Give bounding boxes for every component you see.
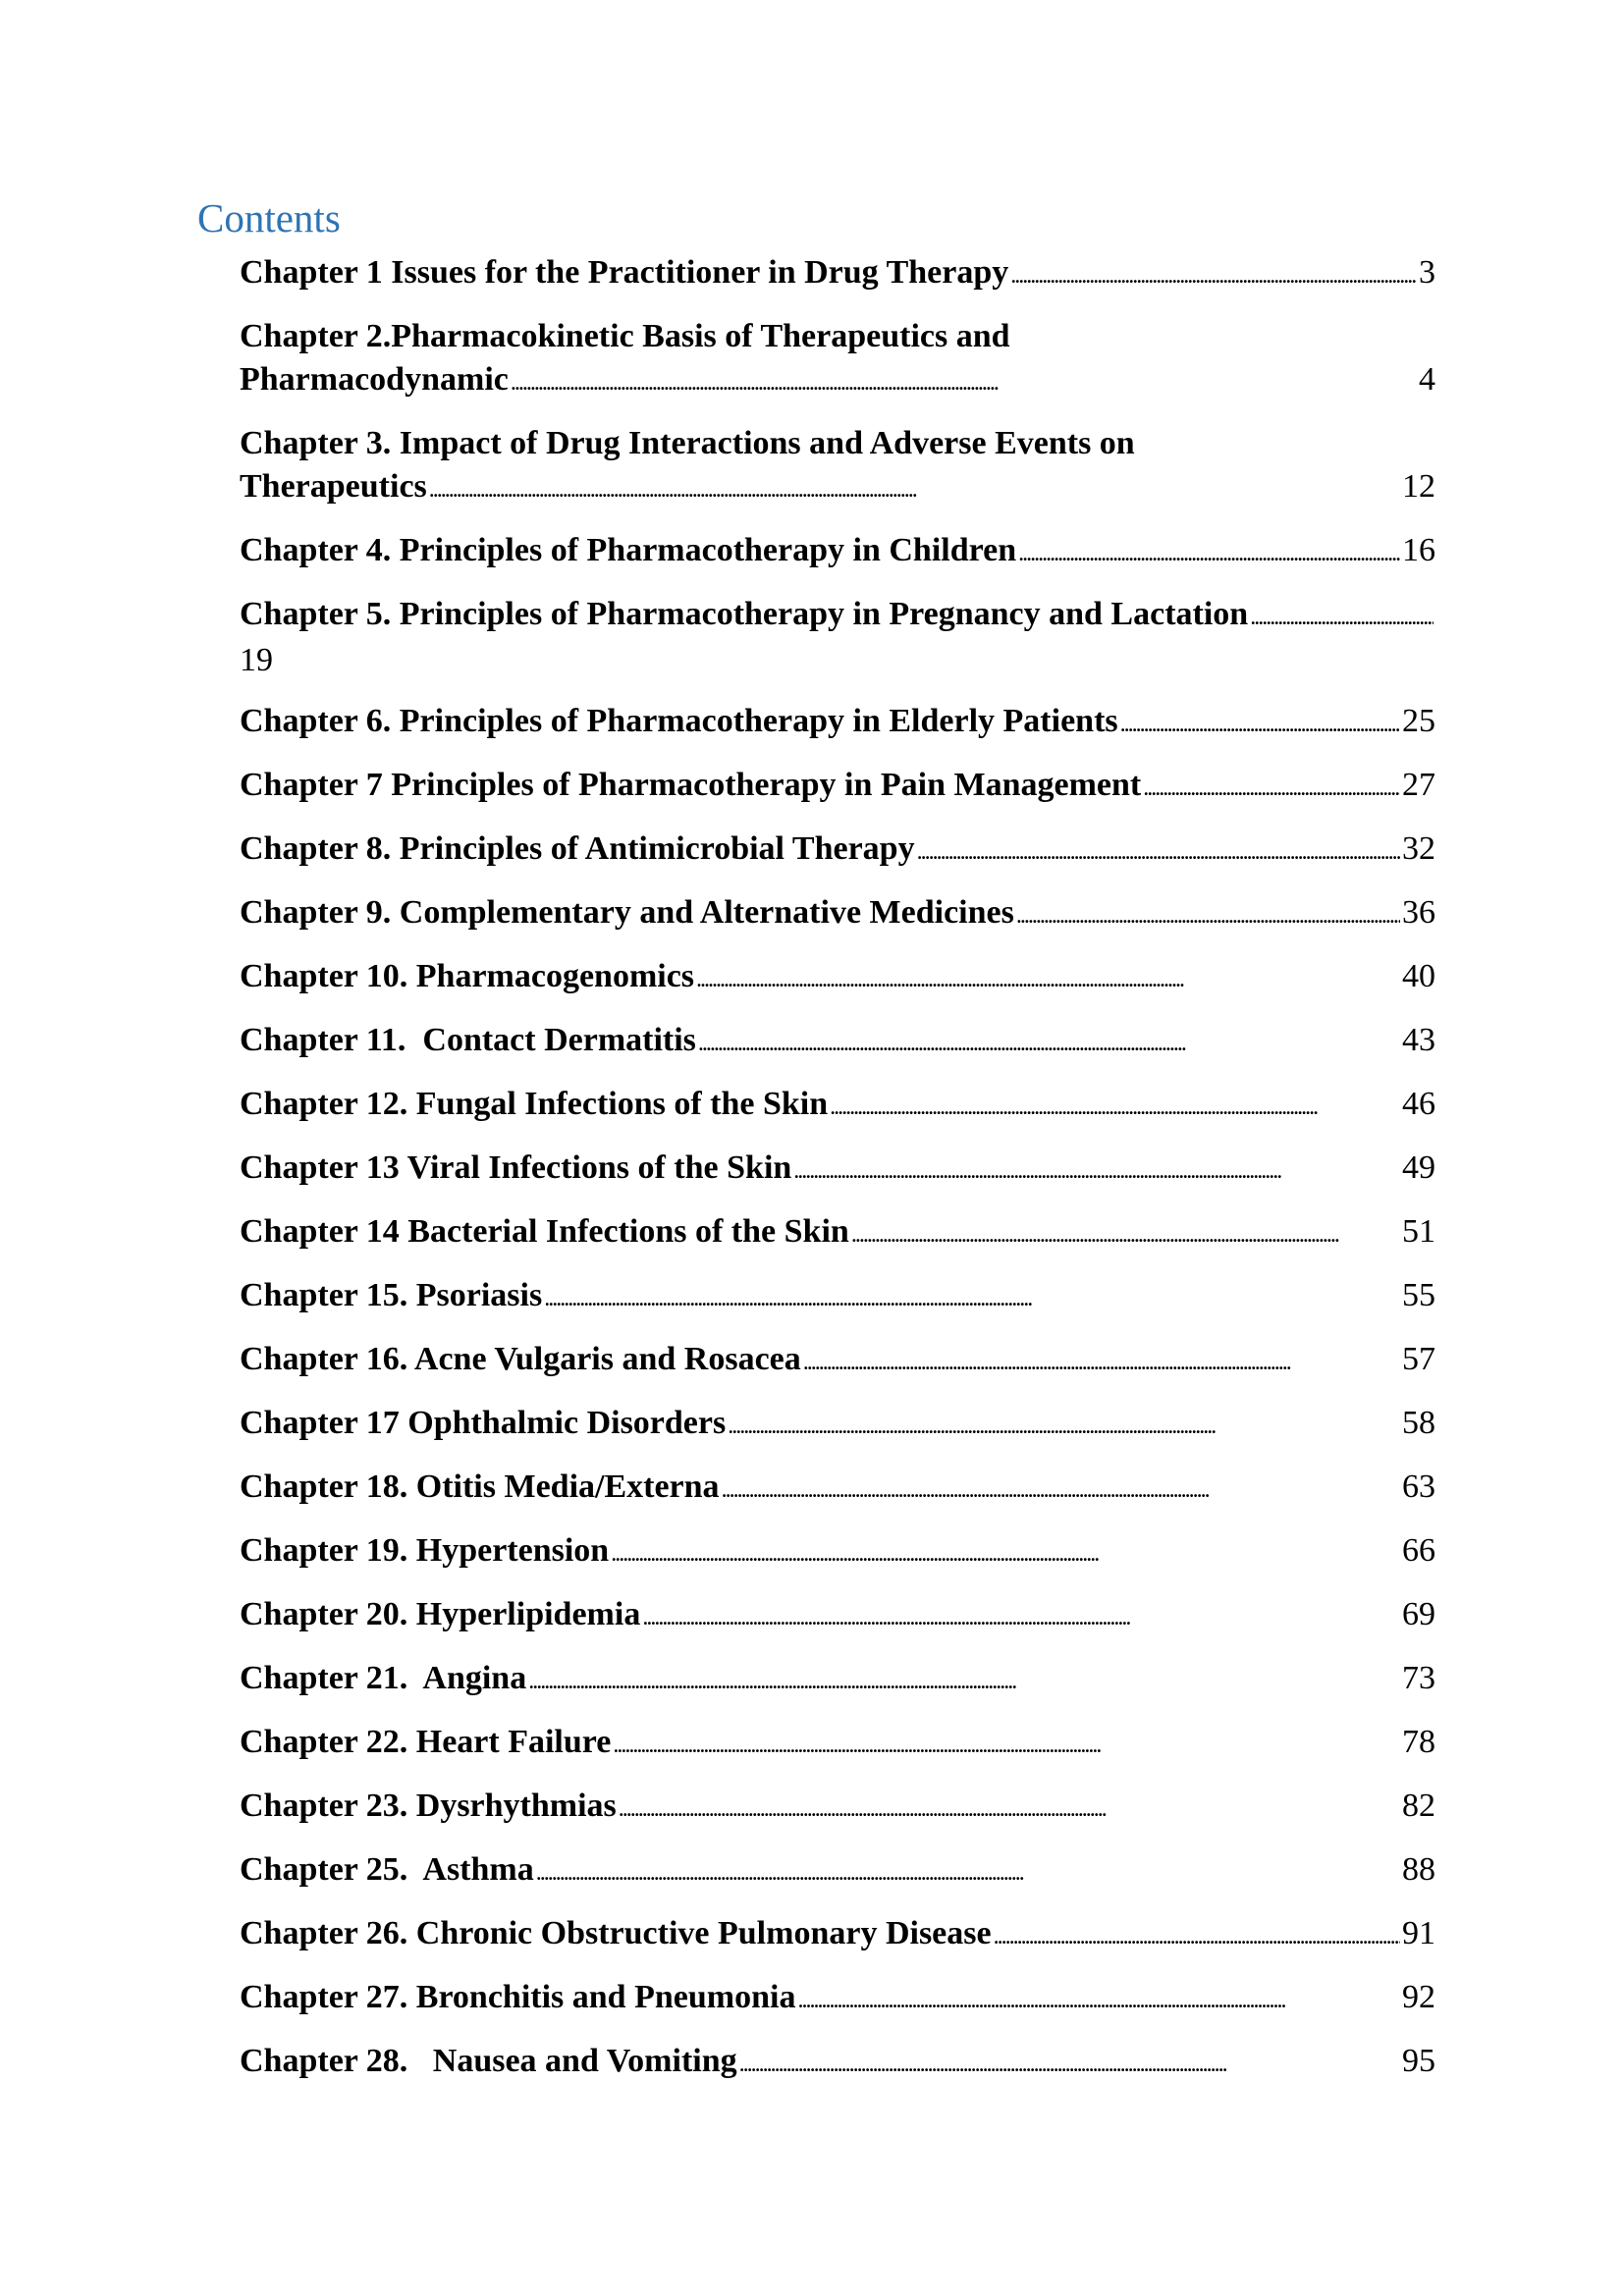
entry-title: Chapter 10. Pharmacogenomics [240, 958, 695, 994]
entry-title: Chapter 7 Principles of Pharmacotherapy in Pain Management [240, 767, 1142, 803]
entry-page: 66 [1402, 1532, 1435, 1569]
entry-page: 73 [1402, 1660, 1435, 1696]
entry-page: 58 [1402, 1405, 1435, 1441]
entry-title: Chapter 17 Ophthalmic Disorders [240, 1405, 727, 1441]
dot-leader [511, 358, 1417, 404]
entry-page: 43 [1402, 1022, 1435, 1058]
dot-leader [994, 1912, 1400, 1958]
entry-title: Chapter 20. Hyperlipidemia [240, 1596, 641, 1632]
entry-title: Chapter 5. Principles of Pharmacotherapy in Pregnancy and Lactation [240, 596, 1249, 632]
entry-title: Pharmacodynamic [240, 361, 509, 398]
entry-page: 12 [1402, 468, 1435, 505]
entry-page: 25 [1402, 703, 1435, 739]
dot-leader [917, 828, 1400, 874]
entry-page: 27 [1402, 767, 1435, 803]
entry-title: Chapter 25. Asthma [240, 1851, 534, 1888]
toc-entry-25[interactable] [240, 1912, 1435, 1958]
toc-entry-14[interactable] [240, 1210, 1435, 1256]
dot-leader [739, 2040, 1400, 2086]
toc-entry-12[interactable] [240, 1083, 1435, 1129]
dot-leader [619, 1785, 1400, 1831]
dot-leader [851, 1210, 1400, 1256]
entry-title: Chapter 4. Principles of Pharmacotherapy in Children [240, 532, 1017, 568]
dot-leader [429, 465, 1400, 511]
toc-entry-26[interactable] [240, 1976, 1435, 2022]
entry-title: Chapter 23. Dysrhythmias [240, 1788, 617, 1824]
entry-title: Chapter 9. Complementary and Alternative Medicines [240, 894, 1014, 931]
entry-page: 95 [1402, 2043, 1435, 2079]
entry-page: 4 [1419, 361, 1435, 398]
toc-entry-9[interactable] [240, 891, 1435, 937]
entry-page: 92 [1402, 1979, 1435, 2015]
entry-title: Chapter 12. Fungal Infections of the Skin [240, 1086, 829, 1122]
toc-entry-24[interactable] [240, 1848, 1435, 1895]
dot-leader [803, 1338, 1400, 1384]
toc-entry-7[interactable] [240, 764, 1435, 810]
entry-title: Chapter 13 Viral Infections of the Skin [240, 1149, 792, 1186]
entry-page: 55 [1402, 1277, 1435, 1313]
toc-entry-18[interactable] [240, 1466, 1435, 1512]
entry-title: Chapter 16. Acne Vulgaris and Rosacea [240, 1341, 801, 1377]
toc-entry-20[interactable] [240, 1593, 1435, 1639]
dot-leader [1250, 593, 1434, 639]
toc-entry-21[interactable] [240, 1657, 1435, 1703]
toc-entry-13[interactable] [240, 1147, 1435, 1193]
entry-title: Chapter 14 Bacterial Infections of the Skin [240, 1213, 849, 1250]
entry-page: 82 [1402, 1788, 1435, 1824]
toc-entry-27[interactable] [240, 2040, 1435, 2086]
entry-page: 19 [240, 642, 273, 678]
entry-title: Chapter 1 Issues for the Practitioner in Drug Therapy [240, 254, 1009, 291]
dot-leader [528, 1657, 1400, 1703]
toc-entry-2[interactable] [240, 315, 1435, 404]
entry-title: Chapter 18. Otitis Media/Externa [240, 1468, 720, 1505]
entry-title: Chapter 26. Chronic Obstructive Pulmonary Disease [240, 1915, 992, 1951]
toc-entry-8[interactable] [240, 828, 1435, 874]
entry-title-line1: Chapter 2.Pharmacokinetic Basis of Therapeutics and [240, 318, 1010, 354]
dot-leader [797, 1976, 1400, 2022]
toc-entry-19[interactable] [240, 1529, 1435, 1575]
entry-title: Chapter 6. Principles of Pharmacotherapy in Elderly Patients [240, 703, 1118, 739]
toc-entry-3[interactable] [240, 422, 1435, 511]
entry-title: Chapter 19. Hypertension [240, 1532, 610, 1569]
entry-page: 57 [1402, 1341, 1435, 1377]
entry-title: Therapeutics [240, 468, 427, 505]
dot-leader [722, 1466, 1400, 1512]
dot-leader [611, 1529, 1400, 1575]
dot-leader [1010, 251, 1417, 297]
entry-title: Chapter 22. Heart Failure [240, 1724, 612, 1760]
toc-entry-5[interactable] [240, 593, 1435, 682]
dot-leader [642, 1593, 1400, 1639]
dot-leader [830, 1083, 1400, 1129]
toc-entry-22[interactable] [240, 1721, 1435, 1767]
dot-leader [544, 1274, 1400, 1320]
toc-entry-15[interactable] [240, 1274, 1435, 1320]
dot-leader [1018, 529, 1400, 575]
toc-entry-17[interactable] [240, 1402, 1435, 1448]
toc-entry-1[interactable] [240, 251, 1435, 297]
dot-leader [536, 1848, 1400, 1895]
entry-page: 46 [1402, 1086, 1435, 1122]
entry-title: Chapter 8. Principles of Antimicrobial Therapy [240, 830, 915, 867]
entry-page: 63 [1402, 1468, 1435, 1505]
toc-entry-11[interactable] [240, 1019, 1435, 1065]
entry-title-line1: Chapter 3. Impact of Drug Interactions and Adverse Events on [240, 425, 1135, 461]
entry-title: Chapter 15. Psoriasis [240, 1277, 543, 1313]
dot-leader [613, 1721, 1400, 1767]
dot-leader [1120, 700, 1400, 746]
entry-page: 78 [1402, 1724, 1435, 1760]
entry-title: Chapter 27. Bronchitis and Pneumonia [240, 1979, 796, 2015]
entry-page: 91 [1402, 1915, 1435, 1951]
dot-leader [696, 955, 1400, 1001]
toc-entry-10[interactable] [240, 955, 1435, 1001]
toc-entry-6[interactable] [240, 700, 1435, 746]
entry-title: Chapter 11. Contact Dermatitis [240, 1022, 696, 1058]
dot-leader [728, 1402, 1400, 1448]
entry-title: Chapter 21. Angina [240, 1660, 527, 1696]
toc-entry-4[interactable] [240, 529, 1435, 575]
entry-page: 49 [1402, 1149, 1435, 1186]
entry-title: Chapter 28. Nausea and Vomiting [240, 2043, 737, 2079]
entry-page: 88 [1402, 1851, 1435, 1888]
dot-leader [793, 1147, 1400, 1193]
entry-page: 36 [1402, 894, 1435, 931]
entry-page: 16 [1402, 532, 1435, 568]
entry-page: 69 [1402, 1596, 1435, 1632]
entry-page: 51 [1402, 1213, 1435, 1250]
toc-entry-23[interactable] [240, 1785, 1435, 1831]
entry-page: 3 [1419, 254, 1435, 291]
dot-leader [698, 1019, 1400, 1065]
toc-heading: Contents [197, 195, 341, 240]
entry-page: 32 [1402, 830, 1435, 867]
toc-entry-16[interactable] [240, 1338, 1435, 1384]
table-of-contents [240, 251, 1435, 2104]
dot-leader [1016, 891, 1400, 937]
dot-leader [1143, 764, 1400, 810]
entry-page: 40 [1402, 958, 1435, 994]
